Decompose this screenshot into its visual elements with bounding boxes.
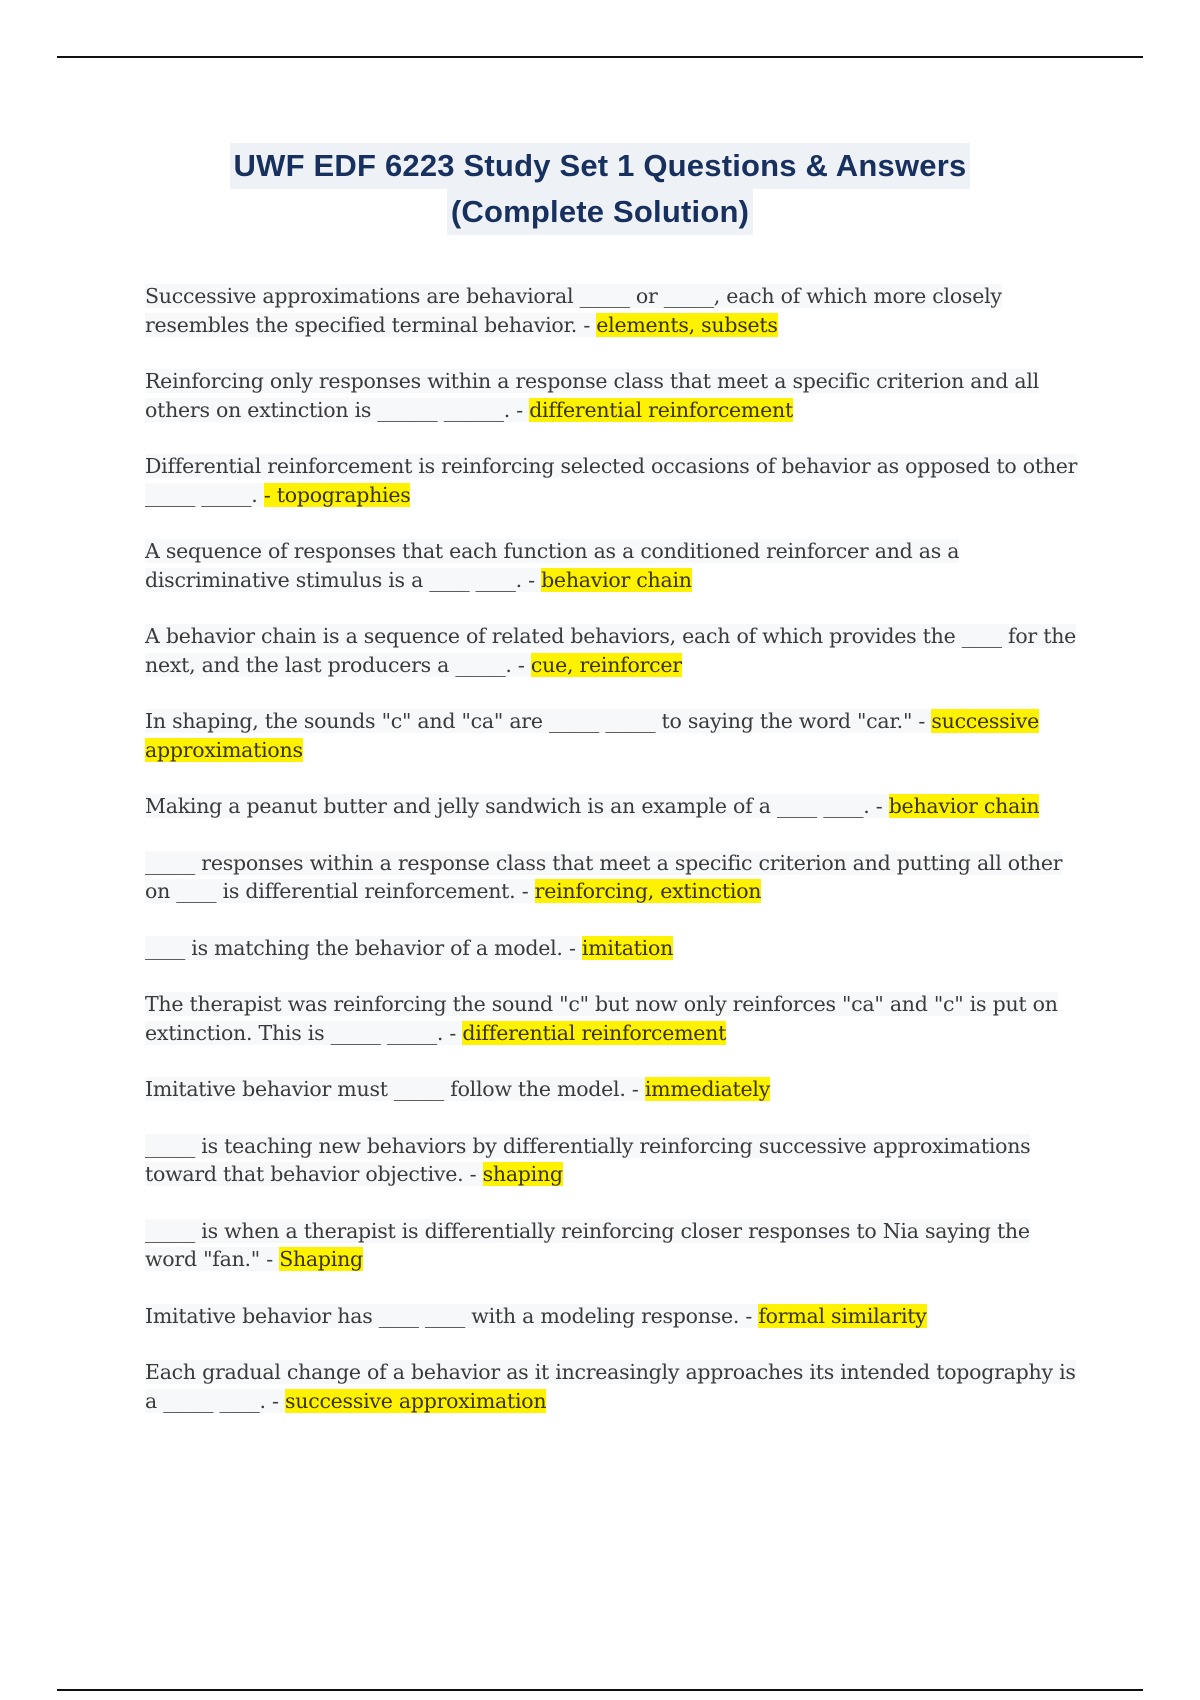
answer-highlight: cue, reinforcer [530, 652, 682, 677]
answer-highlight: behavior chain [888, 794, 1040, 818]
title-line-1: UWF EDF 6223 Study Set 1 Questions & Answers [230, 143, 971, 189]
qa-item [145, 990, 1085, 1047]
question-text: Imitative behavior must _____ follow the model. - [145, 1077, 645, 1101]
question-text: _____ responses within a response class that meet a specific criterion and putting all other on ____ is differential reinforcement. - [145, 850, 1063, 903]
answer-highlight: successive approximation [284, 1388, 547, 1413]
question-text: _____ is when a therapist is differentially reinforcing closer responses to Nia saying the word "fan." - [145, 1218, 1030, 1271]
qa-item [145, 452, 1085, 509]
qa-list [145, 282, 1085, 1443]
answer-highlight: Shaping [279, 1247, 363, 1271]
question-text: Reinforcing only responses within a response class that meet a specific criterion and all others on extinction is ______ ______. - [145, 369, 1039, 422]
qa-item [145, 707, 1085, 764]
qa-item [145, 367, 1085, 424]
answer-highlight: successive approximations [145, 709, 1039, 762]
question-text: In shaping, the sounds "c" and "ca" are _____ _____ to saying the word "car." - [145, 709, 932, 733]
bottom-rule [57, 1689, 1143, 1691]
question-text: Making a peanut butter and jelly sandwich is an example of a ____ ____. - [145, 794, 889, 818]
top-rule [57, 56, 1143, 58]
qa-item [145, 1132, 1085, 1189]
question-text: A sequence of responses that each function as a conditioned reinforcer and as a discriminative stimulus is a ____ ____. - [145, 539, 960, 592]
question-text: Each gradual change of a behavior as it increasingly approaches its intended topography is a _____ ____. - [145, 1360, 1076, 1413]
question-text: Differential reinforcement is reinforcing selected occasions of behavior as opposed to other _____ _____. [145, 454, 1078, 507]
qa-item [145, 792, 1085, 821]
qa-item [145, 537, 1085, 594]
document-title [0, 143, 1200, 235]
qa-item [145, 1358, 1085, 1415]
answer-highlight: reinforcing, extinction [534, 879, 762, 903]
qa-item [145, 1217, 1085, 1274]
answer-highlight: differential reinforcement [462, 1020, 727, 1045]
question-text: ____ is matching the behavior of a model. - [145, 935, 582, 960]
question-text: A behavior chain is a sequence of related behaviors, each of which provides the ____ for the next, and the last producers a _____. - [145, 624, 1077, 677]
title-line-2: (Complete Solution) [447, 189, 753, 235]
answer-highlight: imitation [581, 935, 674, 960]
qa-item [145, 1075, 1085, 1104]
question-text: The therapist was reinforcing the sound "c" but now only reinforces "ca" and "c" is put on extinction. This is _____ _____. - [145, 992, 1058, 1045]
question-text: _____ is teaching new behaviors by differentially reinforcing successive approximations toward that behavior objective. - [145, 1133, 1031, 1186]
answer-highlight: - topographies [263, 482, 411, 507]
qa-item [145, 934, 1085, 963]
answer-highlight: behavior chain [541, 567, 692, 592]
answer-highlight: elements, subsets [596, 312, 778, 337]
answer-highlight: shaping [482, 1162, 563, 1186]
qa-item [145, 622, 1085, 679]
answer-highlight: immediately [644, 1077, 771, 1101]
qa-item [145, 849, 1085, 906]
question-text: Successive approximations are behavioral _____ or _____, each of which more closely resembles the specified terminal behavior. - [145, 284, 1002, 337]
qa-item [145, 1302, 1085, 1331]
qa-item [145, 282, 1085, 339]
question-text: Imitative behavior has ____ ____ with a modeling response. - [145, 1303, 759, 1328]
answer-highlight: formal similarity [758, 1303, 927, 1328]
answer-highlight: differential reinforcement [529, 397, 793, 422]
